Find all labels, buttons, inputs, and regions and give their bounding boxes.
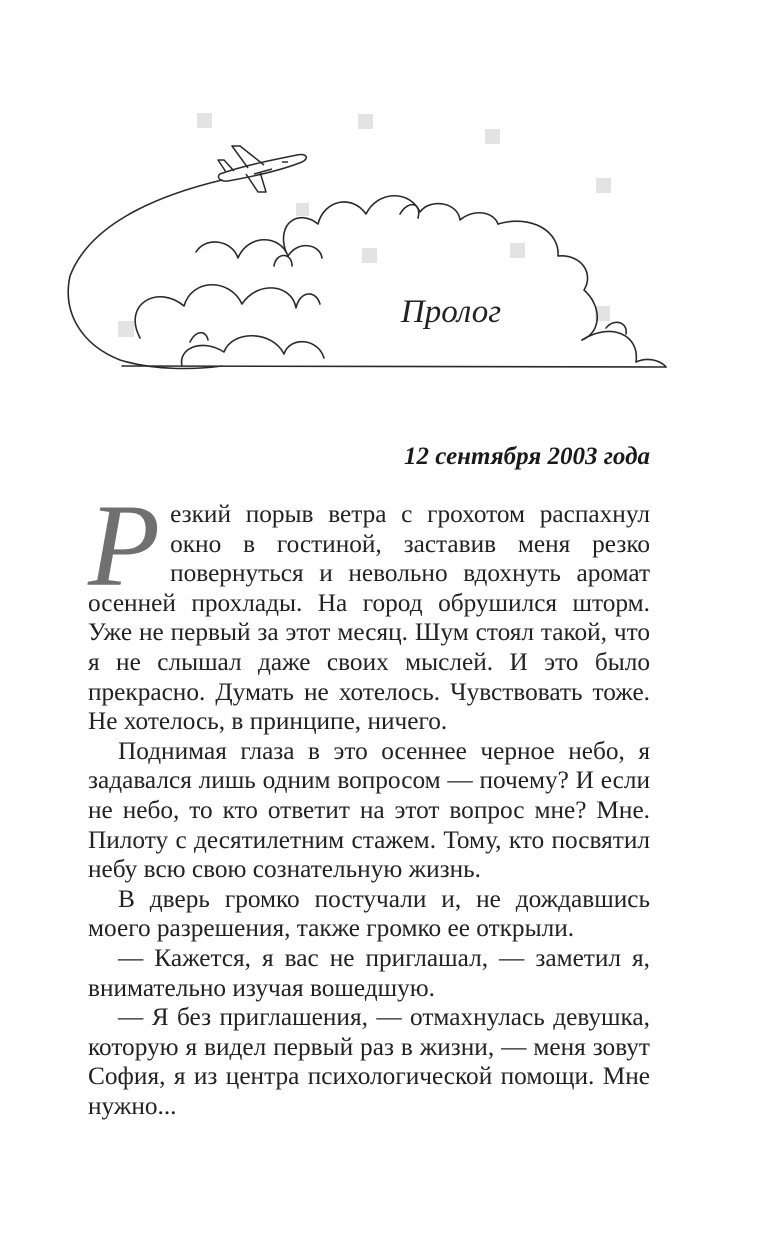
airplane-icon xyxy=(218,146,306,192)
paragraph: — Кажется, я вас не приглашал, — заметил я, внимательно изучая вошедшую. xyxy=(88,943,650,1002)
clouds-icon xyxy=(62,108,668,376)
dropcap-letter: Р xyxy=(88,480,161,611)
paragraph-text: езкий порыв ветра с грохотом распахнул окно в гостиной, заставив меня резко повернуться и невольно вдохнуть аромат осенней прохлады. На город обрушился шторм. Уже не первый за этот месяц. Шум стоял такой, что я не слышал даже своих мыслей. И это было прекрасно. Думать не хотелось. Чувствовать тоже. Не хотелось, в принципе, ничего. xyxy=(88,500,650,736)
date-heading: 12 сентября 2003 года xyxy=(404,443,650,470)
paragraph: Поднимая глаза в это осеннее черное небо, я задавался лишь одним вопросом — почему? И если не небо, то кто ответит на этот вопрос мне? Мне. Пилоту с десятилетним стажем. Тому, кто посвятил небу всю свою сознательную жизнь. xyxy=(88,736,650,884)
chapter-text xyxy=(88,480,650,1121)
chapter-illustration xyxy=(62,108,668,376)
paragraph xyxy=(88,480,650,737)
paragraph: В дверь громко постучали и, не дождавшись моего разрешения, также громко ее открыли. xyxy=(88,884,650,943)
chapter-title: Пролог xyxy=(400,294,502,330)
paragraph: — Я без приглашения, — отмахнулась девушка, которую я видел первый раз в жизни, — меня зовут София, я из центра психологической помощи. Мне нужно... xyxy=(88,1003,650,1120)
